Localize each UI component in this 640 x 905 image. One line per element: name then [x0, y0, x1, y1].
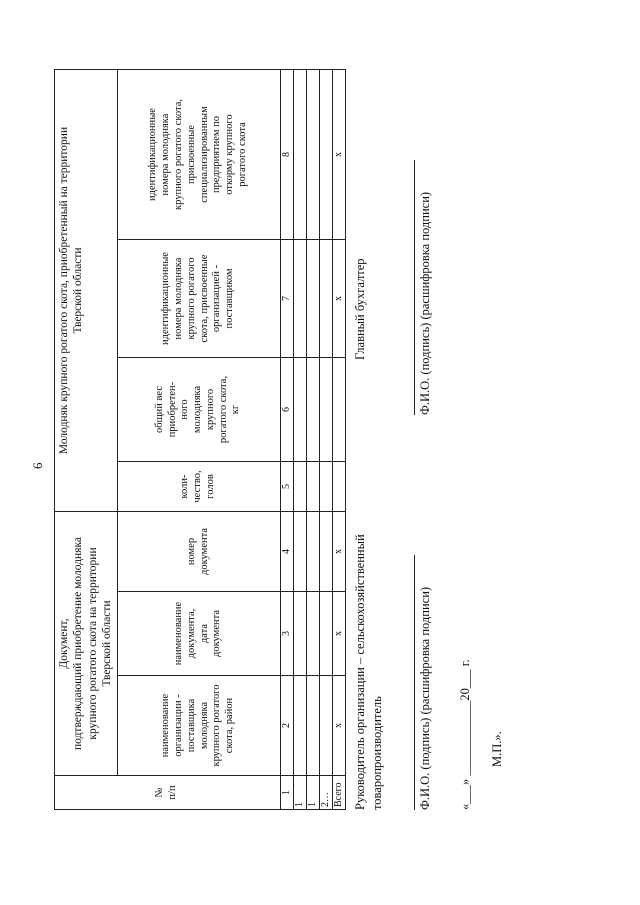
total-cell: [333, 358, 346, 462]
table-cell: [320, 592, 333, 676]
row-no: 1: [293, 776, 306, 810]
header-no: № п/п: [55, 776, 281, 810]
table-cell: [320, 240, 333, 358]
total-cell: [333, 462, 346, 512]
head-signature-line: [414, 555, 415, 810]
table-cell: [306, 240, 319, 358]
page-number: 6: [30, 462, 45, 469]
header-ids-fattening: идентификационные номера молодняка крупного рогатого скота, присвоенные специализированным предприятием по откорму крупного рогатого скота: [117, 70, 280, 240]
col-number: 5: [280, 462, 293, 512]
col-number: 4: [280, 512, 293, 592]
table-cell: [320, 676, 333, 776]
total-cell: х: [333, 512, 346, 592]
table-cell: [320, 462, 333, 512]
table-cell: [320, 512, 333, 592]
col-number: 8: [280, 70, 293, 240]
table-cell: [306, 462, 319, 512]
table-row: [320, 70, 333, 810]
table-header-row-2: [117, 70, 280, 810]
table-cell: [306, 512, 319, 592]
total-row: [333, 70, 346, 810]
header-young-cattle-group: Молодняк крупного рогатого скота, приобретенный на территории Тверской области: [55, 70, 118, 512]
row-no: 2…: [320, 776, 333, 810]
table-cell: [293, 358, 306, 462]
date-line: «___» ____________20___ г.: [458, 659, 472, 810]
head-signature-caption: Ф.И.О. (подпись) (расшифровка подписи): [418, 586, 432, 810]
table-cell: [293, 462, 306, 512]
table-row: [293, 70, 306, 810]
table-cell: [293, 592, 306, 676]
col-number: 7: [280, 240, 293, 358]
total-cell: х: [333, 676, 346, 776]
head-signature-title: Руководитель организации – сельскохозяйственный товаропроизводитель: [353, 534, 384, 810]
cattle-acquisition-table: [54, 69, 346, 810]
table-cell: [293, 512, 306, 592]
col-number: 6: [280, 358, 293, 462]
table-cell: [293, 240, 306, 358]
table-cell: [320, 70, 333, 240]
total-label: Всего: [333, 776, 346, 810]
table-cell: [306, 592, 319, 676]
col-number: 2: [280, 676, 293, 776]
header-document-name: наименование документа, дата документа: [117, 592, 280, 676]
table-cell: [306, 358, 319, 462]
row-no: 1: [306, 776, 319, 810]
header-supplier: наименование организации - поставщика молодняка крупного рогатого скота, район: [117, 676, 280, 776]
total-cell: х: [333, 592, 346, 676]
column-numbers-row: [280, 70, 293, 810]
table-cell: [293, 70, 306, 240]
col-number: 1: [280, 776, 293, 810]
header-document-group: Документ, подтверждающий приобретение молодняка крупного рогатого скота на территории Тверской области: [55, 512, 118, 776]
table-cell: [293, 676, 306, 776]
total-cell: х: [333, 70, 346, 240]
header-weight: общий вес приобретен- ного молодняка крупного рогатого скота, кг: [117, 358, 280, 462]
header-ids-supplier: идентификационные номера молодняка крупного рогатого скота, присвоенные организацией - поставщиком: [117, 240, 280, 358]
table-cell: [306, 70, 319, 240]
table-cell: [320, 358, 333, 462]
table-row: [306, 70, 319, 810]
header-count: коли- чество, голов: [117, 462, 280, 512]
accountant-title: Главный бухгалтер: [353, 258, 367, 360]
accountant-signature-caption: Ф.И.О. (подпись) (расшифровка подписи): [418, 191, 432, 415]
accountant-signature-line: [414, 160, 415, 415]
col-number: 3: [280, 592, 293, 676]
table-header-row-1: [55, 70, 118, 810]
total-cell: х: [333, 240, 346, 358]
stamp-label: М.П.».: [490, 731, 504, 767]
header-document-number: номер документа: [117, 512, 280, 592]
table-cell: [306, 676, 319, 776]
